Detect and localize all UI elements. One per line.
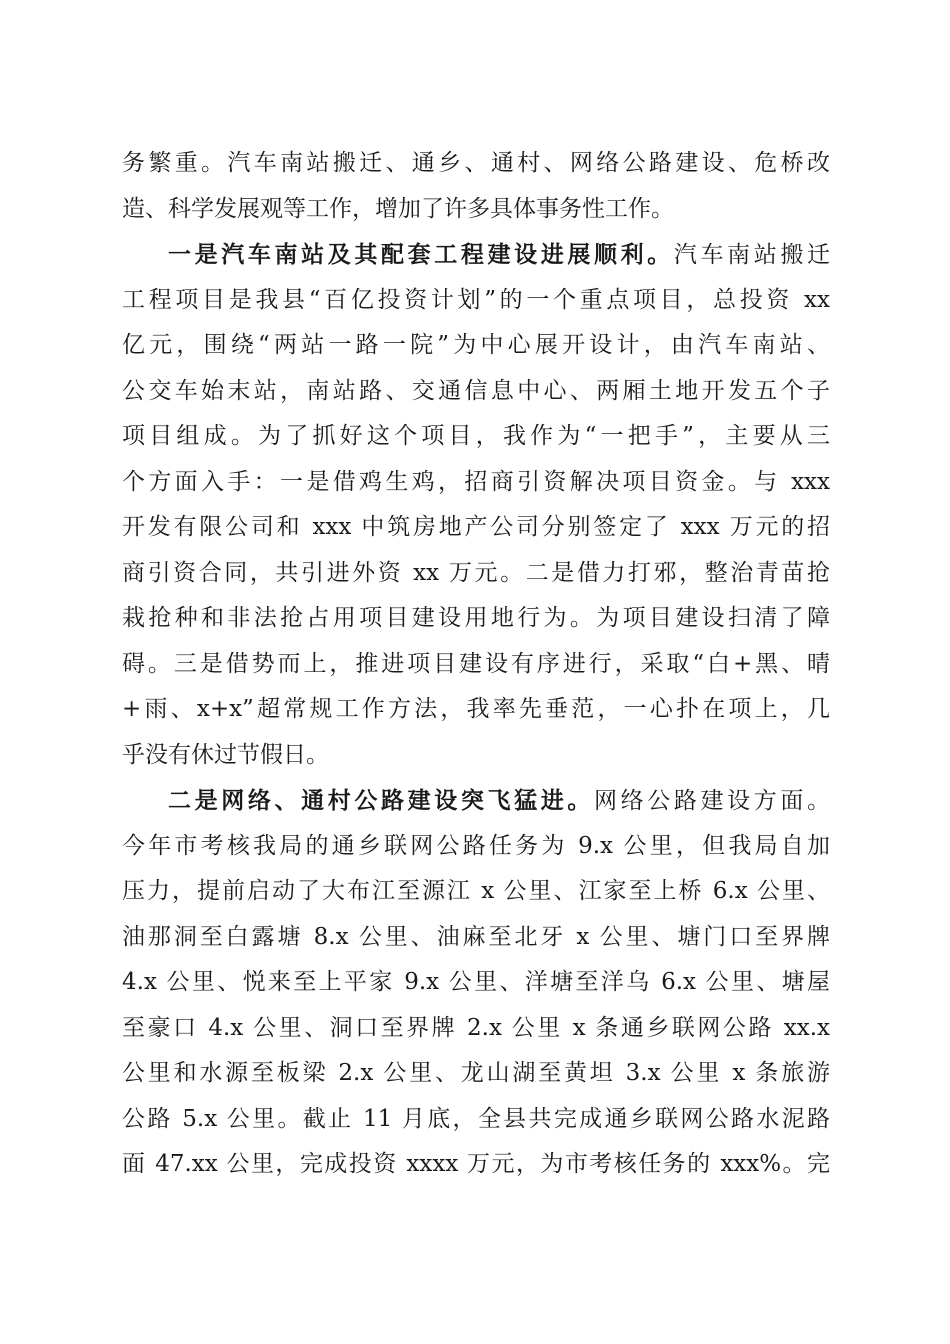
paragraph-2-line-6: 个方面入手：一是借鸡生鸡，招商引资解决项目资金。与 xxx [122,468,830,495]
paragraph-3-line-1 [122,778,830,824]
paragraph-2-line-10: 碍。三是借势而上，推进项目建设有序进行，采取“白+黑、晴 [122,650,830,677]
paragraph-2-line-5: 项目组成。为了抓好这个项目，我作为“一把手”，主要从三 [122,423,830,449]
paragraph-3-line-9: 面 47.xx 公里，完成投资 xxxx 万元，为市考核任务的 xxx%。完 [122,1151,830,1177]
paragraph-2-line-12: 乎没有休过节假日。 [122,741,329,768]
paragraph-2-line-7: 开发有限公司和 xxx 中筑房地产公司分别签定了 xxx 万元的招 [122,514,830,540]
paragraph-3-line-8: 公路 5.x 公里。截止 11 月底，全县共完成通乡联网公路水泥路 [122,1105,830,1132]
document-body [122,141,830,1188]
paragraph-3-line-2: 今年市考核我局的通乡联网公路任务为 9.x 公里，但我局自加 [122,832,830,859]
paragraph-3-heading: 二是网络、通村公路建设突飞猛进。 [168,787,594,814]
paragraph-2-line-4: 公交车始末站，南站路、交通信息中心、两厢土地开发五个子 [122,377,830,404]
paragraph-2-line-3: 亿元，围绕“两站一路一院”为中心展开设计，由汽车南站、 [122,332,830,358]
paragraph-2-line-1-rest: 汽车南站搬迁 [673,242,830,268]
paragraph-2-line-11: +雨、x+x”超常规工作方法，我率先垂范，一心扑在项上，几 [122,696,830,722]
paragraph-3-line-5: 4.x 公里、悦来至上平家 9.x 公里、洋塘至洋乌 6.x 公里、塘屋 [122,969,830,995]
paragraph-2-heading: 一是汽车南站及其配套工程建设进展顺利。 [168,241,674,268]
paragraph-2-line-2: 工程项目是我县“百亿投资计划”的一个重点项目，总投资 xx [122,286,830,313]
paragraph-3-line-1-rest: 网络公路建设方面。 [594,788,830,814]
paragraph-2-line-1 [122,232,830,278]
paragraph-1-line-2: 造、科学发展观等工作，增加了许多具体事务性工作。 [122,195,674,222]
paragraph-1-line-1: 务繁重。汽车南站搬迁、通乡、通村、网络公路建设、危桥改 [122,150,830,176]
paragraph-2-line-8: 商引资合同，共引进外资 xx 万元。二是借力打邪，整治青苗抢 [122,559,830,586]
paragraph-2-line-9: 栽抢种和非法抢占用项目建设用地行为。为项目建设扫清了障 [122,605,830,631]
paragraph-3-line-4: 油那洞至白露塘 8.x 公里、油麻至北牙 x 公里、塘门口至界牌 [122,923,830,950]
paragraph-3-line-3: 压力，提前启动了大布江至源江 x 公里、江家至上桥 6.x 公里、 [122,878,830,904]
paragraph-3-line-7: 公里和水源至板梁 2.x 公里、龙山湖至黄坦 3.x 公里 x 条旅游 [122,1060,830,1086]
paragraph-3-line-6: 至豪口 4.x 公里、洞口至界牌 2.x 公里 x 条通乡联网公路 xx.x [122,1014,830,1041]
